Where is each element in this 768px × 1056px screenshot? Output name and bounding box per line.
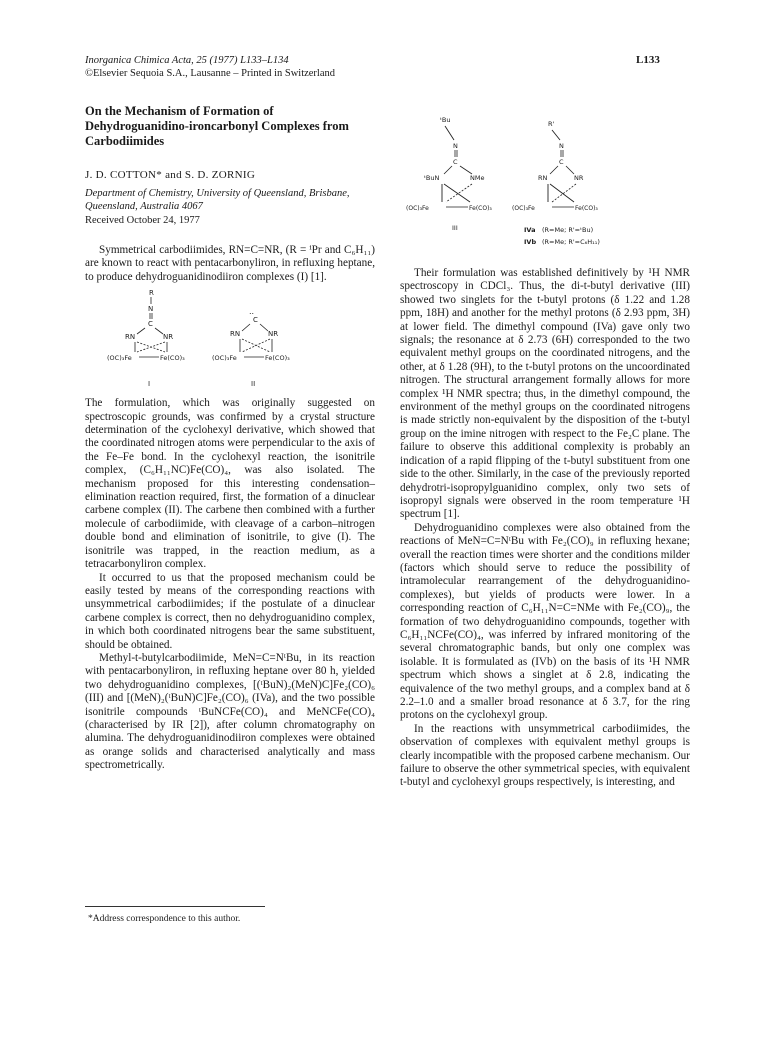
right-column — [400, 104, 690, 790]
struct-I-R: R — [149, 289, 154, 298]
paragraph-unsymmetrical: In the reactions with unsymmetrical carbodiimides, the observation of complexes with equivalent methyl groups is clearly incompatible with the proposed carbene mechanism. Our failure to observe the other symmetrical species, with equivalent t-butyl and cyclohexyl groups respectively, is interesting, and — [400, 722, 690, 789]
structure-I — [107, 289, 185, 388]
struct-I-RN: RN — [125, 333, 136, 342]
page-number: L133 — [636, 54, 660, 66]
struct-IVa-label: IVa — [524, 226, 536, 234]
struct-IV-N: N — [559, 142, 564, 150]
struct-II-label: II — [251, 380, 256, 389]
article-title: On the Mechanism of Formation of Dehydroguanidino-ironcarbonyl Complexes from Carbodiimides — [85, 104, 349, 148]
struct-II-RN: RN — [230, 330, 241, 339]
struct-I-label: I — [148, 380, 151, 389]
structure-IV — [512, 120, 600, 246]
structures-I-II-figure — [85, 284, 375, 392]
struct-III-N: N — [453, 142, 458, 150]
struct-I-fe-right: Fe(CO)₃ — [160, 354, 185, 363]
left-column — [85, 104, 375, 773]
struct-IV-right: NR — [574, 174, 584, 182]
struct-II-C: C — [253, 316, 258, 325]
struct-IV-fe-left: (OC)₃Fe — [512, 205, 535, 212]
struct-IV-fe-right: Fe(CO)₃ — [575, 205, 598, 212]
struct-III-right: NMe — [470, 174, 485, 182]
struct-II-fe-right: Fe(CO)₃ — [265, 354, 290, 363]
struct-IVb-label: IVb — [524, 238, 537, 246]
structure-II — [212, 307, 290, 388]
paragraph-fe2co9: Dehydroguanidino complexes were also obtained from the reactions of MeN=C=NᵗBu with Fe₂(CO)₉ in refluxing hexane; overall the reaction times were shorter and the conditions milder (factors which should serve to reduce the possibility of intramolecular rearrangement of the dehydroguanidino-complexes), but yields of products were lower. In a corresponding reaction of C₆H₁₁N=C=NMe with Fe₂(CO)₉, the formation of two dehydroguanidino compounds, together with C₆H₁₁NCFe(CO)₄, was inferred by infrared monitoring of the several chromatographic bands, but only one complex was isolable. It is formulated as (IVb) on the basis of its ¹H NMR spectrum which shows a singlet at δ 2.8, indicating the equivalence of the two methyl groups, and a complex band at δ 2.2–1.0 and a smaller broad resonance at δ 3.7, for the ring protons on the cyclohexyl group. — [400, 521, 690, 722]
publisher-line: ©Elsevier Sequoia S.A., Lausanne – Printed in Switzerland — [85, 68, 336, 79]
paragraph-methyl-tbutyl: Methyl-t-butylcarbodiimide, MeN=C=NᵗBu, in its reaction with pentacarbonyliron, in refluxing heptane over 80 h, yielded two dehydroguanidino complexes, [(ᵗBuN)₂(MeN)C]Fe₂(CO)₆ (III) and [(MeN)₂(ᵗBuN)C]Fe₂(CO)₆ (IVa), and the two possible isonitrile compounds ᵗBuNCFe(CO)₄ and MeNCFe(CO)₄ (characterised by IR [2]), after column chromatography on alumina. The dehydroguanidinodiiron complexes were obtained as orange solids and characterised analytically and mass spectrometrically. — [85, 651, 375, 772]
struct-II-NR: NR — [268, 330, 279, 339]
running-header — [85, 54, 685, 80]
footnote-rule — [85, 906, 265, 907]
paragraph-nmr: Their formulation was established definitively by ¹H NMR spectroscopy in CDCl₃. Thus, the di-t-butyl derivative (III) showed two singlets for the t-butyl protons (δ 1.22 and 1.28 ppm, 18H) and another for the methyl protons (δ 2.93 ppm, 3H) at lower field. The dimethyl compound (IVa) gave only two signals; the resonance at δ 2.73 (6H) corresponded to the two equivalent methyl groups on the coordinated nitrogens, and the other, at δ 1.28 (9H), to the t-butyl protons on the uncoordinated nitrogen. The structural arrangement formally allows for more complex ¹H NMR spectra; thus, in the dimethyl compound, the environment of the methyl groups on the coordinated nitrogens is made strictly non-equivalent by the disposition of the t-butyl group on the imine nitrogen with respect to the Fe₂C plane. The failure to observe this additional complexity is probably an indication of a rapid flipping of the t-butyl substituent from one side to the other. Similarly, in the case of the previously reported dehydrotri-isopropylguanidino complex, only two sets of isopropyl signals were observed in the room temperature ¹H spectrum [1]. — [400, 267, 690, 521]
struct-III-top: ᵗBu — [440, 116, 451, 124]
received-date: Received October 24, 1977 — [85, 215, 200, 226]
struct-I-NR: NR — [163, 333, 174, 342]
footnote: *Address correspondence to this author. — [88, 914, 241, 924]
struct-IV-C: C — [559, 158, 564, 166]
struct-I-N: N — [148, 305, 154, 314]
paragraph-hypothesis: It occurred to us that the proposed mechanism could be easily tested by means of the corresponding reactions with unsymmetrical carbodiimides; if the postulate of a dinuclear carbene complex is correct, then no dehydroguanidino complex, in which both coordinated nitrogens bear the same substituent, should be obtained. — [85, 571, 375, 651]
struct-IV-top: R' — [548, 120, 555, 128]
structures-III-IV-figure — [400, 104, 690, 252]
structure-III — [406, 116, 492, 232]
struct-IV-left: RN — [538, 174, 548, 182]
struct-I-C: C — [148, 320, 153, 329]
struct-II-fe-left: (OC)₃Fe — [212, 354, 237, 363]
struct-III-fe-left: (OC)₃Fe — [406, 205, 429, 212]
struct-III-left: ᵗBuN — [424, 174, 440, 182]
struct-III-label: III — [452, 224, 458, 232]
struct-III-fe-right: Fe(CO)₃ — [469, 205, 492, 212]
paragraph-formulation: The formulation, which was originally suggested on spectroscopic grounds, was confirmed by a crystal structure determination of the cyclohexyl derivative, which showed that the coordinated nitrogen atoms were perpendicular to the axis of the Fe–Fe bond. In the cyclohexyl reaction, the isonitrile complex, (C₆H₁₁NC)Fe(CO)₄, was also isolated. The mechanism proposed for this interesting condensation–elimination reaction required, first, the formation of a dinuclear carbene complex (II). The carbene then combined with a further molecule of carbodiimide, with cleavage of a carbon–nitrogen double bond and elimination of isonitrile, to give (I). The isonitrile was trapped, in the reaction medium, as a tetracarbonyliron complex. — [85, 397, 375, 571]
journal-citation: Inorganica Chimica Acta, 25 (1977) L133–L134 — [85, 55, 289, 66]
struct-IVb-desc: (R=Me; R'=C₆H₁₁) — [542, 238, 600, 246]
struct-II-carbene-dots: .. — [249, 307, 255, 317]
struct-I-fe-left: (OC)₃Fe — [107, 354, 132, 363]
struct-IVa-desc: (R=Me; R'=ᵗBu) — [542, 226, 594, 234]
article-authors: J. D. COTTON* and S. D. ZORNIG — [85, 169, 256, 181]
author-affiliation: Department of Chemistry, University of Queensland, Brisbane, Queensland, Australia 4067 — [85, 188, 350, 212]
struct-III-C: C — [453, 158, 458, 166]
paragraph-intro: Symmetrical carbodiimides, RN=C=NR, (R = ⁱPr and C₆H₁₁) are known to react with pentacarbonyliron, in refluxing heptane, to produce dehydroguanidinodiiron complexes (I) [1]. — [85, 244, 375, 283]
